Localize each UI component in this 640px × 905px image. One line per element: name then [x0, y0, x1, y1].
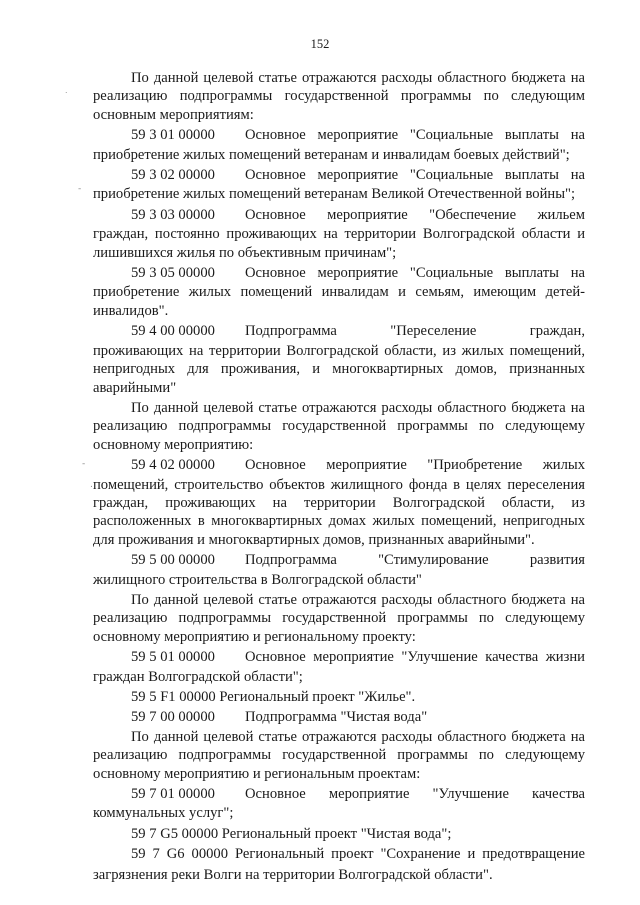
scan-mark: . [90, 480, 93, 490]
budget-code: 59 3 01 00000 [131, 127, 215, 144]
scan-mark: ˙ [64, 92, 69, 102]
item-title: Подпрограмма "Переселение граждан, [245, 323, 585, 340]
paragraph: По данной целевой статье отражаются расходы областного бюджета на реализацию подпрограммы государственной программы по следующим основным мероприятиям: [93, 70, 585, 123]
budget-item [93, 785, 585, 803]
item-continuation: помещений, строительство объектов жилищного фонда в целях переселения граждан, проживающих на территории Волгоградской области, из расположенных в многоквартирных домах жилых помещений, непригодных для проживания и многоквартирных домов, признанных аварийными". [93, 476, 585, 548]
budget-item [93, 648, 585, 666]
budget-code: 59 3 02 00000 [131, 167, 215, 184]
item-continuation: приобретение жилых помещений инвалидам и семьям, имеющим детей-инвалидов". [93, 284, 585, 319]
budget-line: 59 5 F1 00000 Региональный проект "Жилье". [131, 689, 416, 705]
budget-line: 59 7 G5 00000 Региональный проект "Чистая вода"; [131, 825, 452, 842]
item-title: Основное мероприятие "Улучшение качества жизни [245, 649, 585, 666]
budget-item [93, 166, 585, 184]
document-body [93, 69, 585, 886]
item-title: Основное мероприятие "Обеспечение жильем [245, 206, 585, 223]
item-continuation: загрязнения реки Волги на территории Волгоградской области". [93, 866, 493, 883]
budget-code: 59 5 01 00000 [131, 649, 215, 666]
budget-item [93, 264, 585, 282]
budget-code: 59 4 00 00000 [131, 323, 215, 340]
paragraph: По данной целевой статье отражаются расходы областного бюджета на реализацию подпрограммы государственной программы по следующему основному мероприятию и региональному проекту: [93, 591, 585, 645]
scan-mark: - [78, 184, 82, 194]
budget-line: 59 7 G6 00000 Региональный проект "Сохранение и предотвращение [131, 846, 585, 863]
item-continuation: граждан Волгоградской области"; [93, 668, 303, 685]
item-continuation: коммунальных услуг"; [93, 805, 234, 822]
item-continuation: приобретение жилых помещений ветеранам Великой Отечественной войны"; [93, 186, 576, 203]
item-title: Подпрограмма "Стимулирование развития [245, 552, 585, 569]
item-title: Основное мероприятие "Приобретение жилых [245, 457, 585, 474]
item-continuation: жилищного строительства в Волгоградской области" [93, 571, 422, 588]
item-continuation: проживающих на территории Волгоградской области, из жилых помещений, непригодных для проживания, и многоквартирных домов, признанных аварийными" [93, 342, 585, 396]
budget-item [93, 322, 585, 340]
budget-code: 59 4 02 00000 [131, 457, 215, 474]
item-title: Основное мероприятие "Социальные выплаты на [245, 265, 585, 282]
item-title: Подпрограмма "Чистая вода" [245, 709, 428, 726]
budget-item [93, 206, 585, 224]
budget-code: 59 3 03 00000 [131, 206, 215, 223]
item-title: Основное мероприятие "Социальные выплаты на [245, 167, 585, 184]
item-continuation: приобретение жилых помещений ветеранам и инвалидам боевых действий"; [93, 146, 570, 163]
budget-item [93, 456, 585, 474]
page-number: 152 [310, 37, 330, 51]
budget-code: 59 7 01 00000 [131, 786, 215, 803]
budget-item [93, 551, 585, 569]
budget-code: 59 3 05 00000 [131, 265, 215, 282]
budget-item [93, 126, 585, 144]
item-continuation: граждан, постоянно проживающих на территории Волгоградской области и лишившихся жилья по объективным причинам"; [93, 226, 585, 261]
item-title: Основное мероприятие "Улучшение качества [245, 786, 585, 803]
scan-mark: - [82, 459, 86, 469]
budget-item [93, 708, 585, 726]
budget-code: 59 5 00 00000 [131, 552, 215, 569]
budget-code: 59 7 00 00000 [131, 709, 215, 726]
paragraph: По данной целевой статье отражаются расходы областного бюджета на реализацию подпрограммы государственной программы по следующему основному мероприятию и региональным проектам: [93, 728, 585, 782]
paragraph: По данной целевой статье отражаются расходы областного бюджета на реализацию подпрограммы государственной программы по следующему основному мероприятию: [93, 399, 585, 453]
item-title: Основное мероприятие "Социальные выплаты на [245, 127, 585, 144]
